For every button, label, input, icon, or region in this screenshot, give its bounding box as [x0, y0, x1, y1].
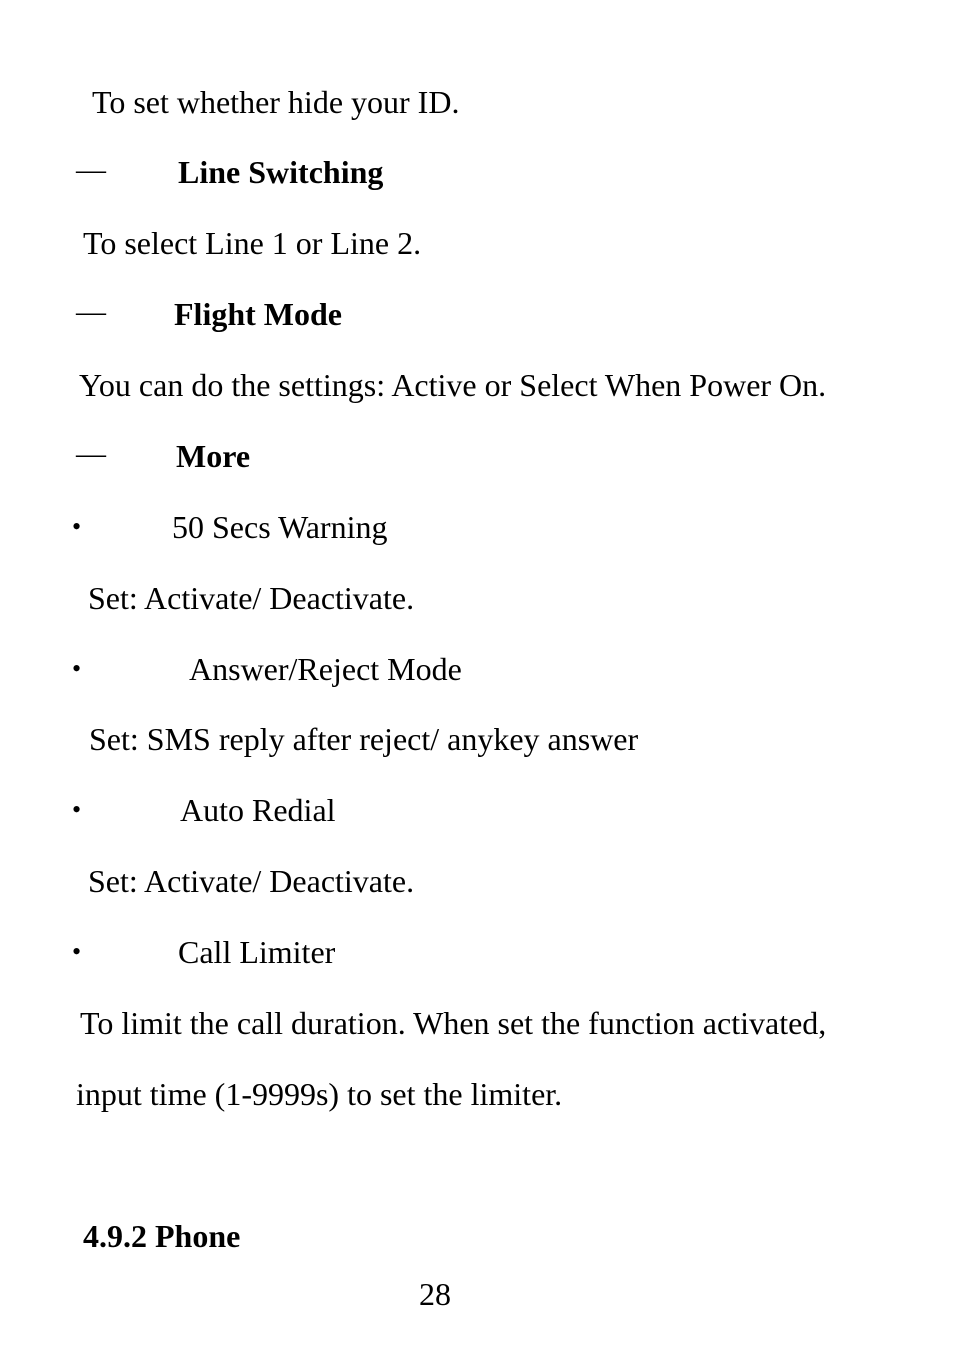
hide-id-description: To set whether hide your ID.	[92, 84, 460, 120]
heading-4-9-2-phone: 4.9.2 Phone	[83, 1218, 241, 1254]
bullet-marker: •	[72, 937, 82, 966]
dash-marker: —	[76, 295, 106, 328]
line-switching-description: To select Line 1 or Line 2.	[83, 225, 422, 261]
heading-line-switching: Line Switching	[178, 154, 384, 190]
bullet-marker: •	[72, 795, 82, 824]
dash-marker: —	[76, 437, 106, 470]
bullet-marker: •	[72, 512, 82, 541]
call-limiter-description-line-1: To limit the call duration. When set the function activated,	[80, 1005, 827, 1041]
item-answer-reject-mode: Answer/Reject Mode	[189, 651, 462, 687]
item-auto-redial: Auto Redial	[180, 792, 336, 828]
heading-flight-mode: Flight Mode	[174, 296, 342, 332]
50-secs-warning-description: Set: Activate/ Deactivate.	[88, 580, 415, 616]
bullet-marker: •	[72, 654, 82, 683]
page-number: 28	[419, 1276, 451, 1312]
auto-redial-description: Set: Activate/ Deactivate.	[88, 863, 415, 899]
item-call-limiter: Call Limiter	[178, 934, 336, 970]
dash-marker: —	[76, 153, 106, 186]
answer-reject-mode-description: Set: SMS reply after reject/ anykey answer	[89, 721, 639, 757]
item-50-secs-warning: 50 Secs Warning	[172, 509, 388, 545]
heading-more: More	[176, 438, 251, 474]
call-limiter-description-line-2: input time (1-9999s) to set the limiter.	[76, 1076, 563, 1112]
flight-mode-description: You can do the settings: Active or Select When Power On.	[79, 367, 827, 403]
